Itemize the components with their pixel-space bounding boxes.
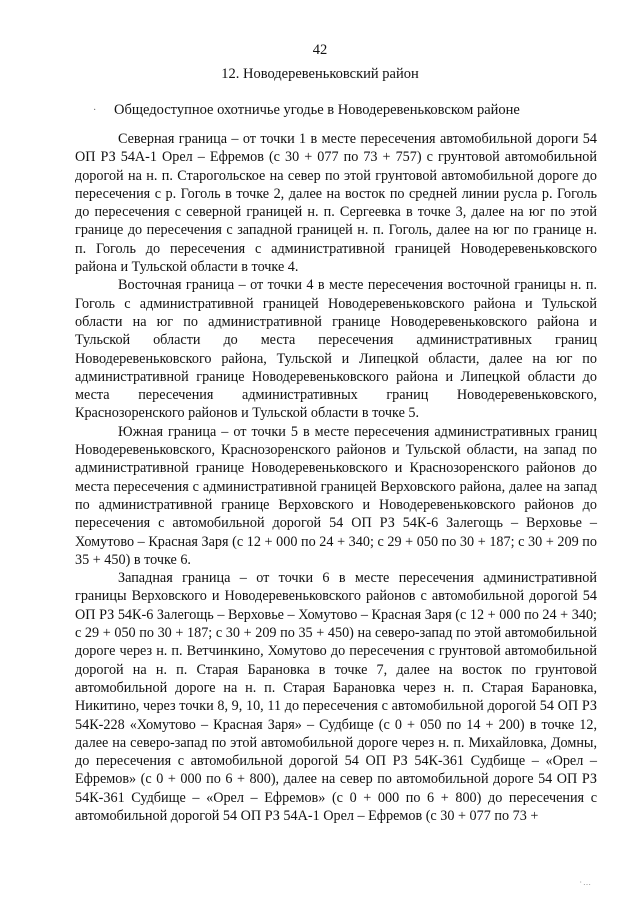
section-title: 12. Новодеревеньковский район	[221, 66, 419, 82]
paragraph-south-border: Южная граница – от точки 5 в месте пересечения административных границ Новодеревеньковского, Краснозоренского районов и Тульской области, на запад по административной границе Новодеревеньковского и Краснозоренского районов до места пересечения с административной границей Верховского района, далее на запад по административной границе Верховского и Новодеревеньковского районов до пересечения с автомобильной дорогой 54 ОП РЗ 54К-6 Залегощь – Верховье – Хомутово – Красная Заря (с 12 + 000 по 24 + 340; с 29 + 050 по 30 + 187; с 30 + 209 по 35 + 450) в точке 6.	[75, 423, 597, 568]
document-body	[75, 130, 597, 825]
page-number: 42	[312, 42, 328, 58]
subtitle-marker: ·	[93, 105, 97, 116]
corner-mark: ·…	[579, 878, 592, 887]
paragraph-east-border: Восточная граница – от точки 4 в месте пересечения восточной границы н. п. Гоголь с административной границей Новодеревеньковского района и Тульской области на юг по административной границе Новодеревеньковского района и Тульской области до места пересечения административных границ Новодеревеньковского района, Тульской и Липецкой области, далее на юг по административной границе Новодеревеньковского района и Липецкой области до места пересечения административных границ Новодеревеньковского, Краснозоренского районов и Тульской области в точке 5.	[75, 277, 597, 422]
paragraph-north-border: Северная граница – от точки 1 в месте пересечения автомобильной дороги 54 ОП РЗ 54А-1 Орел – Ефремов (с 30 + 077 по 73 + 757) с грунтовой автомобильной дорогой на н. п. Старогольское на север по этой грунтовой автомобильной дороге до пересечения с р. Гоголь в точке 2, далее на восток по средней линии русла р. Гоголь до пересечения с северной границей н. п. Сергеевка в точке 3, далее на юг по этой границе до пересечения с западной границей н. п. Гоголь, далее на юг по границе н. п. Гоголь до пересечения с административной границей Новодеревеньковского района и Тульской области в точке 4.	[75, 131, 597, 276]
paragraph-west-border: Западная граница – от точки 6 в месте пересечения административной границы Верховского и Новодеревеньковского районов с автомобильной дорогой 54 ОП РЗ 54К-6 Залегощь – Верховье – Хомутово – Красная Заря (с 12 + 000 по 24 + 340; с 29 + 050 по 30 + 187; с 30 + 209 по 35 + 450) на северо-запад по этой автомобильной дороге через н. п. Ветчинкино, Хомутово до пересечения с грунтовой автомобильной дорогой на н. п. Старая Барановка в точке 7, далее на восток по грунтовой автомобильной дороге на н. п. Старая Барановка через н. п. Старая Барановка, Никитино, через точки 8, 9, 10, 11 до пересечения с автомобильной дорогой 54 ОП РЗ 54К-228 «Хомутово – Красная Заря» – Судбище (с 0 + 050 по 14 + 200) в точке 12, далее на северо-запад по этой автомобильной дороге через н. п. Михайловка, Домны, до пересечения с автомобильной дорогой 54 ОП РЗ 54К-361 Судбище – «Орел – Ефремов» (с 0 + 000 по 6 + 800), далее на север по автомобильной дороге 54 ОП РЗ 54К-361 Судбище – «Орел – Ефремов» (с 0 + 000 по 6 + 800) до пересечения с автомобильной дорогой 54 ОП РЗ 54А-1 Орел – Ефремов (с 30 + 077 по 73 +	[75, 570, 597, 824]
subtitle: Общедоступное охотничье угодье в Новодеревеньковском районе	[114, 102, 520, 118]
